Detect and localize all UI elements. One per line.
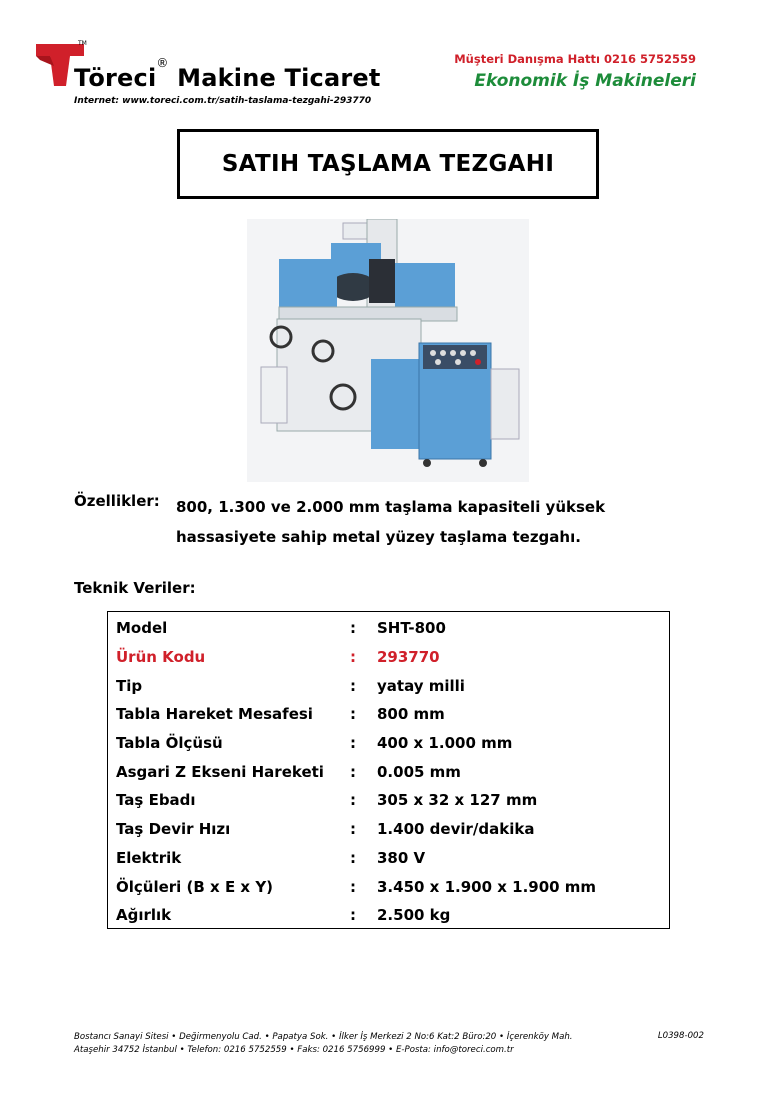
spec-row-table-travel xyxy=(108,700,669,729)
spec-key: Elektrik xyxy=(116,848,182,867)
product-image xyxy=(247,219,529,482)
spec-separator: : xyxy=(350,648,356,667)
spec-value: 400 x 1.000 mm xyxy=(377,734,513,753)
spec-row-wheel-size xyxy=(108,786,669,815)
spec-key: Ağırlık xyxy=(116,906,172,925)
spec-value: SHT-800 xyxy=(377,619,446,638)
features-label: Özellikler: xyxy=(74,492,160,510)
customer-hotline: Müşteri Danışma Hattı 0216 5752559 xyxy=(454,52,696,66)
spec-value: 380 V xyxy=(377,848,426,867)
spec-table xyxy=(107,611,670,929)
spec-separator: : xyxy=(350,705,356,724)
spec-row-table-size xyxy=(108,729,669,758)
spec-row-weight xyxy=(108,901,669,930)
spec-row-dimensions xyxy=(108,872,669,901)
spec-separator: : xyxy=(350,877,356,896)
spec-value: 2.500 kg xyxy=(377,906,451,925)
features-text: 800, 1.300 ve 2.000 mm taşlama kapasiteli yüksek hassasiyete sahip metal yüzey taşlama tezgahı. xyxy=(176,498,606,546)
footer-line-2: Ataşehir 34752 İstanbul • Telefon: 0216 5752559 • Faks: 0216 5756999 • E-Posta: info@toreci.com.tr xyxy=(74,1045,514,1055)
spec-separator: : xyxy=(350,734,356,753)
spec-key: Model xyxy=(116,619,168,638)
spec-value: yatay milli xyxy=(377,676,465,695)
spec-separator: : xyxy=(350,676,356,695)
spec-value: 0.005 mm xyxy=(377,762,461,781)
spec-separator: : xyxy=(350,906,356,925)
spec-key: Asgari Z Ekseni Hareketi xyxy=(116,762,324,781)
spec-separator: : xyxy=(350,762,356,781)
spec-row-model xyxy=(108,614,669,643)
technical-data-label: Teknik Veriler: xyxy=(74,579,196,597)
spec-separator: : xyxy=(350,791,356,810)
slogan: Ekonomik İş Makineleri xyxy=(474,71,696,91)
title-box xyxy=(177,129,599,199)
spec-key: Taş Devir Hızı xyxy=(116,820,231,839)
spec-row-type xyxy=(108,671,669,700)
spec-value: 305 x 32 x 127 mm xyxy=(377,791,538,810)
spec-value: 293770 xyxy=(377,648,440,667)
spec-key: Tabla Ölçüsü xyxy=(116,734,223,753)
spec-key: Taş Ebadı xyxy=(116,791,196,810)
page-title: SATIH TAŞLAMA TEZGAHI xyxy=(221,151,555,177)
spec-separator: : xyxy=(350,619,356,638)
document-code: L0398-002 xyxy=(657,1031,704,1041)
spec-key: Tip xyxy=(116,676,143,695)
footer-address xyxy=(74,1031,573,1057)
spec-separator: : xyxy=(350,820,356,839)
spec-row-wheel-speed xyxy=(108,815,669,844)
spec-key: Ölçüleri (B x E x Y) xyxy=(116,877,274,896)
spec-separator: : xyxy=(350,848,356,867)
spec-key: Tabla Hareket Mesafesi xyxy=(116,705,313,724)
spec-key: Ürün Kodu xyxy=(116,648,206,667)
spec-value: 800 mm xyxy=(377,705,445,724)
footer-line-1: Bostancı Sanayi Sitesi • Değirmenyolu Cad. • Papatya Sok. • İlker İş Merkezi 2 No:6 Kat:2 Büro:20 • İçerenköy Mah. xyxy=(74,1032,573,1042)
trademark: TM xyxy=(78,40,87,47)
spec-row-product-code xyxy=(108,643,669,672)
registered-mark: ® xyxy=(156,56,169,70)
internet-address: Internet: www.toreci.com.tr/satih-taslama-tezgahi-293770 xyxy=(74,96,372,106)
spec-value: 1.400 devir/dakika xyxy=(377,820,535,839)
spec-row-min-z-travel xyxy=(108,757,669,786)
spec-row-electric xyxy=(108,844,669,873)
spec-value: 3.450 x 1.900 x 1.900 mm xyxy=(377,877,597,896)
company-name: Töreci® Makine Ticaret xyxy=(74,56,381,92)
